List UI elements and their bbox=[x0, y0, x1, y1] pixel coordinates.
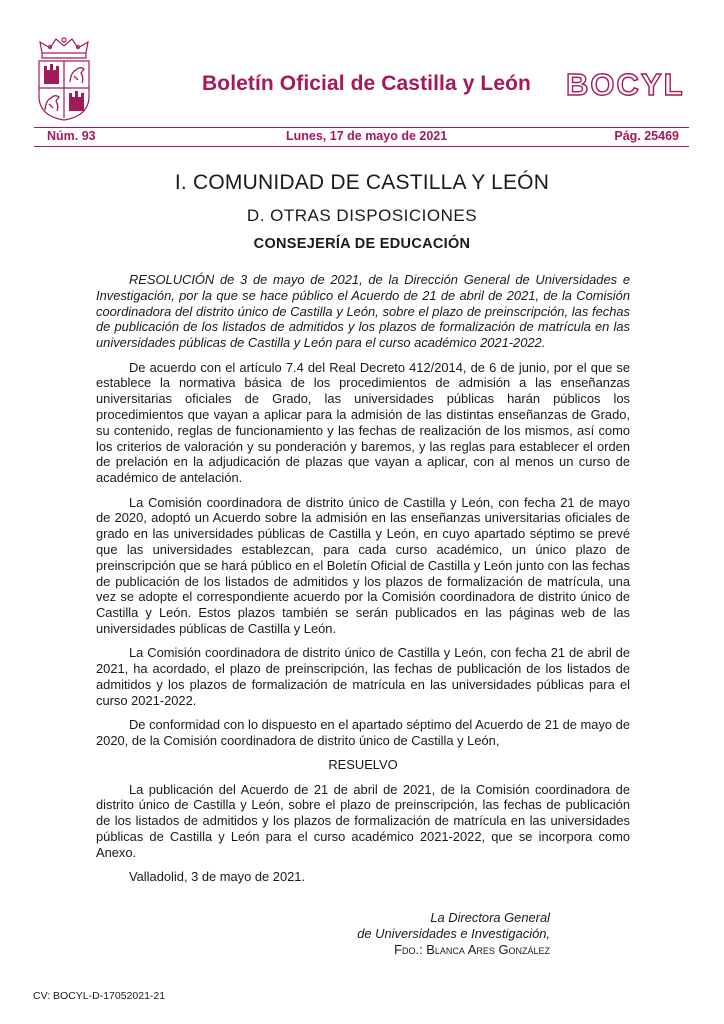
page-number: Pág. 25469 bbox=[614, 129, 679, 143]
signatory-name: Fdo.: Blanca Ares González bbox=[394, 941, 550, 957]
body-paragraph: La Comisión coordinadora de distrito único de Castilla y León, con fecha 21 de mayo de 2020, adoptó un Acuerdo sobre la admisión en las enseñanzas universitarias oficiales de grado en las universidades públicas de Castilla y León, en cuyo apartado séptimo se prevé que las universidades establezcan, para cada curso académico, un único plazo de preinscripción que se hará público en el Boletín Oficial de Castilla y León junto con las fechas de publicación de los listados de admitidos y los plazos de formalización de matrícula, una vez se adopte el correspondiente acuerdo por la Comisión coordinadora de distrito único de Castilla y León. Estos plazos también se serán publicados en las páginas web de las universidades públicas de Castilla y León. bbox=[96, 494, 630, 636]
body-paragraph: La Comisión coordinadora de distrito único de Castilla y León, con fecha 21 de abril de 2021, ha acordado, el plazo de preinscripción, las fechas de publicación de los listados de admitidos y los plazos de formalización de matrícula en las universidades públicas para el curso 2021-2022. bbox=[96, 645, 630, 708]
signature-block bbox=[300, 910, 550, 957]
coat-of-arms-icon bbox=[34, 36, 94, 122]
issue-date: Lunes, 17 de mayo de 2021 bbox=[286, 129, 448, 143]
subsection-title: D. OTRAS DISPOSICIONES bbox=[246, 206, 478, 225]
resuelvo-heading: RESUELVO bbox=[328, 757, 398, 773]
section-title: I. COMUNIDAD DE CASTILLA Y LEÓN bbox=[174, 171, 550, 194]
place-date: Valladolid, 3 de mayo de 2021. bbox=[129, 869, 306, 885]
bocyl-logo-text: BOCYL bbox=[566, 67, 685, 102]
signatory-title: La Directora General bbox=[430, 910, 550, 925]
department-title: CONSEJERÍA DE EDUCACIÓN bbox=[253, 236, 471, 252]
signatory-department: de Universidades e Investigación, bbox=[357, 925, 550, 941]
bocyl-logo bbox=[566, 66, 690, 102]
document-body bbox=[96, 272, 630, 894]
resolution-summary: RESOLUCIÓN de 3 de mayo de 2021, de la Dirección General de Universidades e Investigación, por la que se hace público el Acuerdo de 21 de abril de 2021, de la Comisión coordinadora del distrito único de Castilla y León, sobre el plazo de preinscripción, las fechas de publicación de los listados de admitidos y los plazos de formalización de matrícula en las universidades públicas de Castilla y León para el curso académico 2021-2022. bbox=[96, 272, 630, 351]
cv-code: CV: BOCYL-D-17052021-21 bbox=[33, 990, 166, 1002]
issue-number: Núm. 93 bbox=[47, 129, 96, 143]
body-paragraph: De acuerdo con el artículo 7.4 del Real Decreto 412/2014, de 6 de junio, por el que se establece la normativa básica de los procedimientos de admisión a las enseñanzas universitarias oficiales de Grado, las universidades públicas harán públicos los procedimientos que vayan a aplicar para la admisión de las distintas enseñanzas de Grado, su contenido, reglas de funcionamiento y las fechas de realización de los mismos, así como los criterios de valoración y su ponderación y baremos, y las reglas para establecer el orden de prelación en la adjudicación de plazas que vayan a aplicar, con al menos un curso de académico de antelación. bbox=[96, 359, 630, 486]
page-header bbox=[0, 0, 724, 130]
issue-info-bar bbox=[34, 127, 689, 147]
boletin-title: Boletín Oficial de Castilla y León bbox=[202, 72, 531, 95]
body-paragraph: La publicación del Acuerdo de 21 de abril de 2021, de la Comisión coordinadora de distrito único de Castilla y León, sobre el plazo de preinscripción, las fechas de publicación de los listados de admitidos y los plazos de formalización de matrícula en las universidades públicas de Castilla y León para el curso académico 2021-2022, que se incorpora como Anexo. bbox=[96, 781, 630, 860]
body-paragraph: De conformidad con lo dispuesto en el apartado séptimo del Acuerdo de 21 de mayo de 2020, de la Comisión coordinadora de distrito único de Castilla y León, bbox=[96, 717, 630, 748]
